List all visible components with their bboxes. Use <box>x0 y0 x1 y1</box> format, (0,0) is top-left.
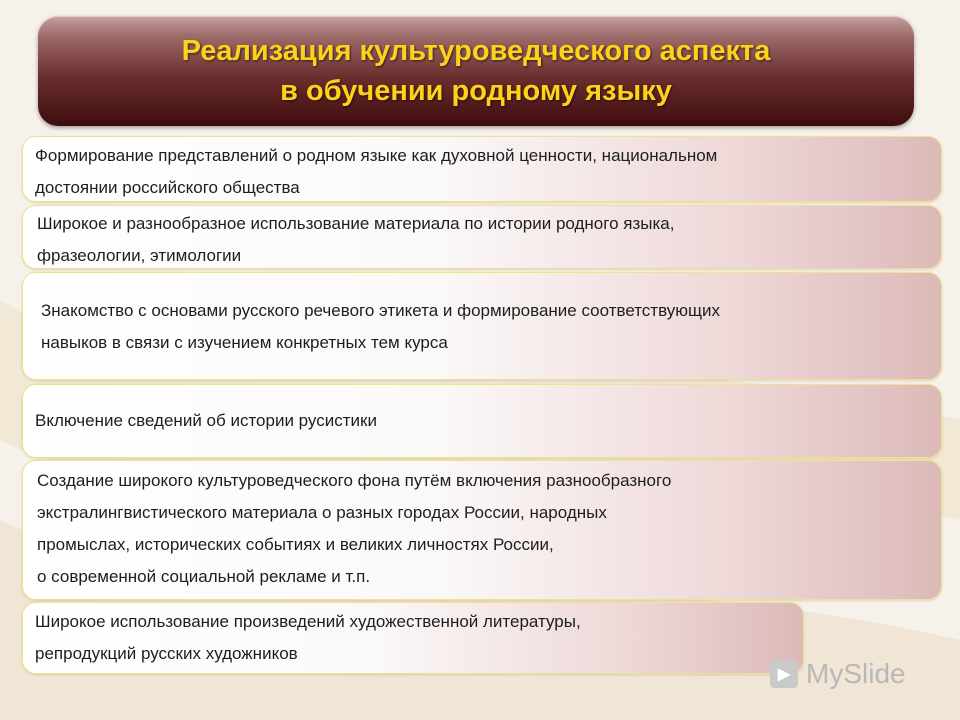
list-item <box>22 384 942 458</box>
item-text-line: репродукций русских художников <box>35 644 298 663</box>
item-text-line: промыслах, исторических событиях и великих личностях России, <box>37 535 554 554</box>
item-text-line: фразеологии, этимологии <box>37 246 242 265</box>
title-line-1: Реализация культуроведческого аспекта <box>181 35 771 67</box>
list-item <box>22 136 942 202</box>
item-text-line: Широкое и разнообразное использование материала по истории родного языка, <box>37 214 675 233</box>
item-text-line: Включение сведений об истории русистики <box>35 411 377 430</box>
watermark-logo <box>770 654 906 694</box>
item-text-line: навыков в связи с изучением конкретных тем курса <box>41 333 448 352</box>
item-text-line: Формирование представлений о родном языке как духовной ценности, национальном <box>35 146 718 165</box>
myslide-logo-icon: ▶ <box>770 660 798 688</box>
list-item <box>22 272 942 380</box>
item-text-line: Создание широкого культуроведческого фона путём включения разнообразного <box>37 471 672 490</box>
item-text-line: Широкое использование произведений художественной литературы, <box>35 612 581 631</box>
title-line-2: в обучении родному языку <box>280 75 672 107</box>
list-item <box>22 602 804 674</box>
item-text-line: Знакомство с основами русского речевого этикета и формирование соответствующих <box>41 301 720 320</box>
item-text-line: о современной социальной рекламе и т.п. <box>37 567 371 586</box>
item-text-line: достоянии российского общества <box>35 178 300 197</box>
title-banner <box>38 16 914 126</box>
list-item <box>22 460 942 600</box>
list-item <box>22 205 942 269</box>
watermark-text: MySlide <box>806 658 906 689</box>
item-text-line: экстралингвистического материала о разных городах России, народных <box>37 503 607 522</box>
